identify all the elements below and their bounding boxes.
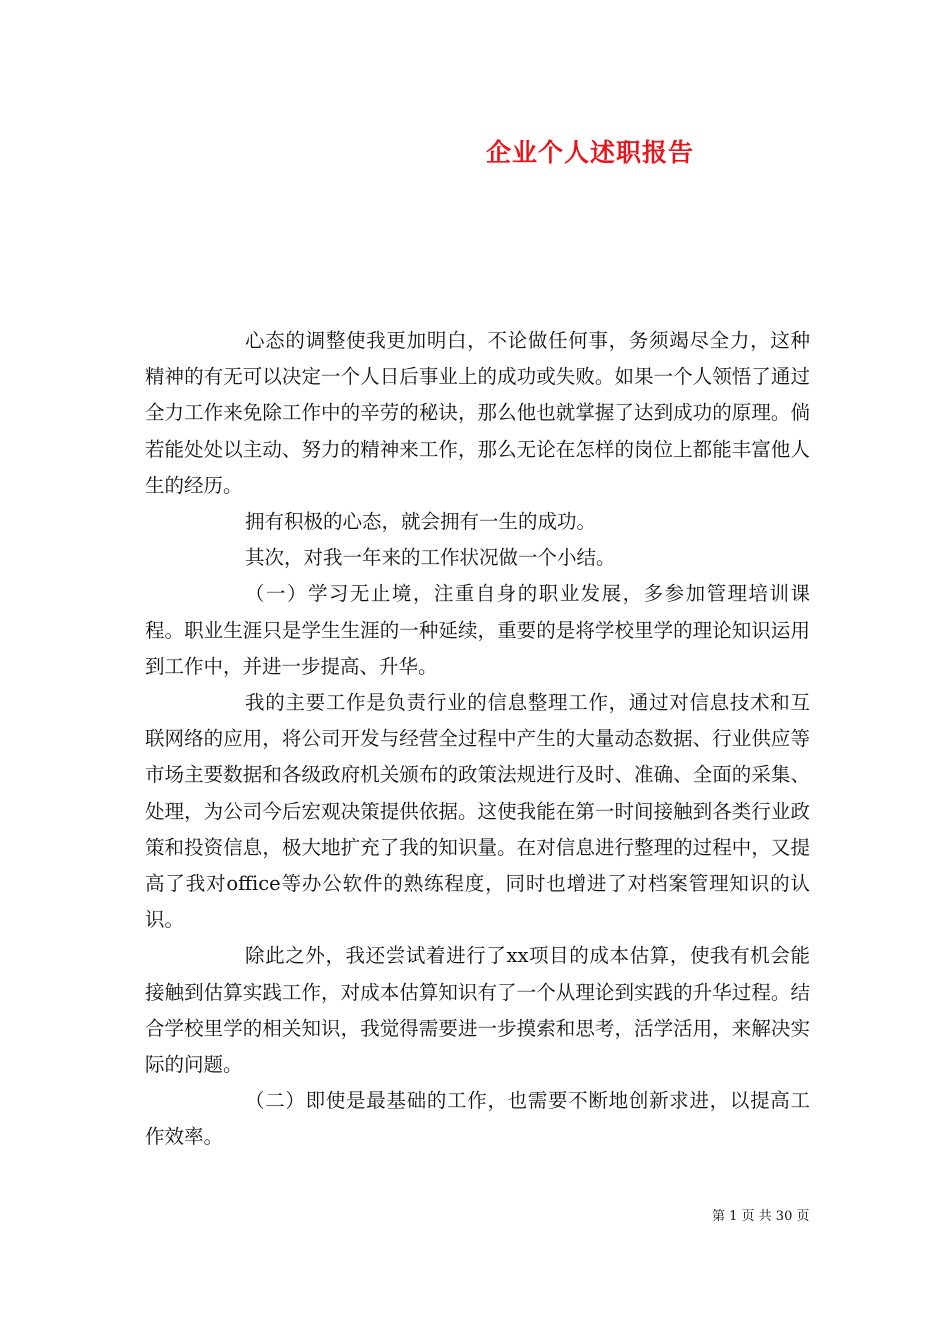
- paragraph: 我的主要工作是负责行业的信息整理工作，通过对信息技术和互联网络的应用，将公司开发与经营全过程中产生的大量动态数据、行业供应等市场主要数据和各级政府机关颁布的政策法规进行及时、准确、全面的采集、处理，为公司今后宏观决策提供依据。这使我能在第一时间接触到各类行业政策和投资信息，极大地扩充了我的知识量。在对信息进行整理的过程中，又提高了我对office等办公软件的熟练程度，同时也增进了对档案管理知识的认识。: [145, 691, 810, 932]
- paragraph: 除此之外，我还尝试着进行了xx项目的成本估算，使我有机会能接触到估算实践工作，对成本估算知识有了一个从理论到实践的升华过程。结合学校里学的相关知识，我觉得需要进一步摸索和思考，活学活用，来解决实际的问题。: [145, 944, 810, 1077]
- paragraph: （一）学习无止境，注重自身的职业发展，多参加管理培训课程。职业生涯只是学生生涯的一种延续，重要的是将学校里学的理论知识运用到工作中，并进一步提高、升华。: [145, 582, 810, 678]
- paragraph: 其次，对我一年来的工作状况做一个小结。: [245, 546, 616, 570]
- paragraph: 拥有积极的心态，就会拥有一生的成功。: [245, 510, 597, 534]
- page-number-footer: 第 1 页 共 30 页: [712, 1209, 810, 1224]
- paragraph: 心态的调整使我更加明白，不论做任何事，务须竭尽全力，这种精神的有无可以决定一个人日后事业上的成功或失败。如果一个人领悟了通过全力工作来免除工作中的辛劳的秘诀，那么他也就掌握了达到成功的原理。倘若能处处以主动、努力的精神来工作，那么无论在怎样的岗位上都能丰富他人生的经历。: [145, 329, 810, 497]
- paragraph: （二）即使是最基础的工作，也需要不断地创新求进，以提高工作效率。: [145, 1089, 810, 1149]
- document-body: [145, 323, 810, 1156]
- page-title: 企业个人述职报告: [486, 138, 695, 167]
